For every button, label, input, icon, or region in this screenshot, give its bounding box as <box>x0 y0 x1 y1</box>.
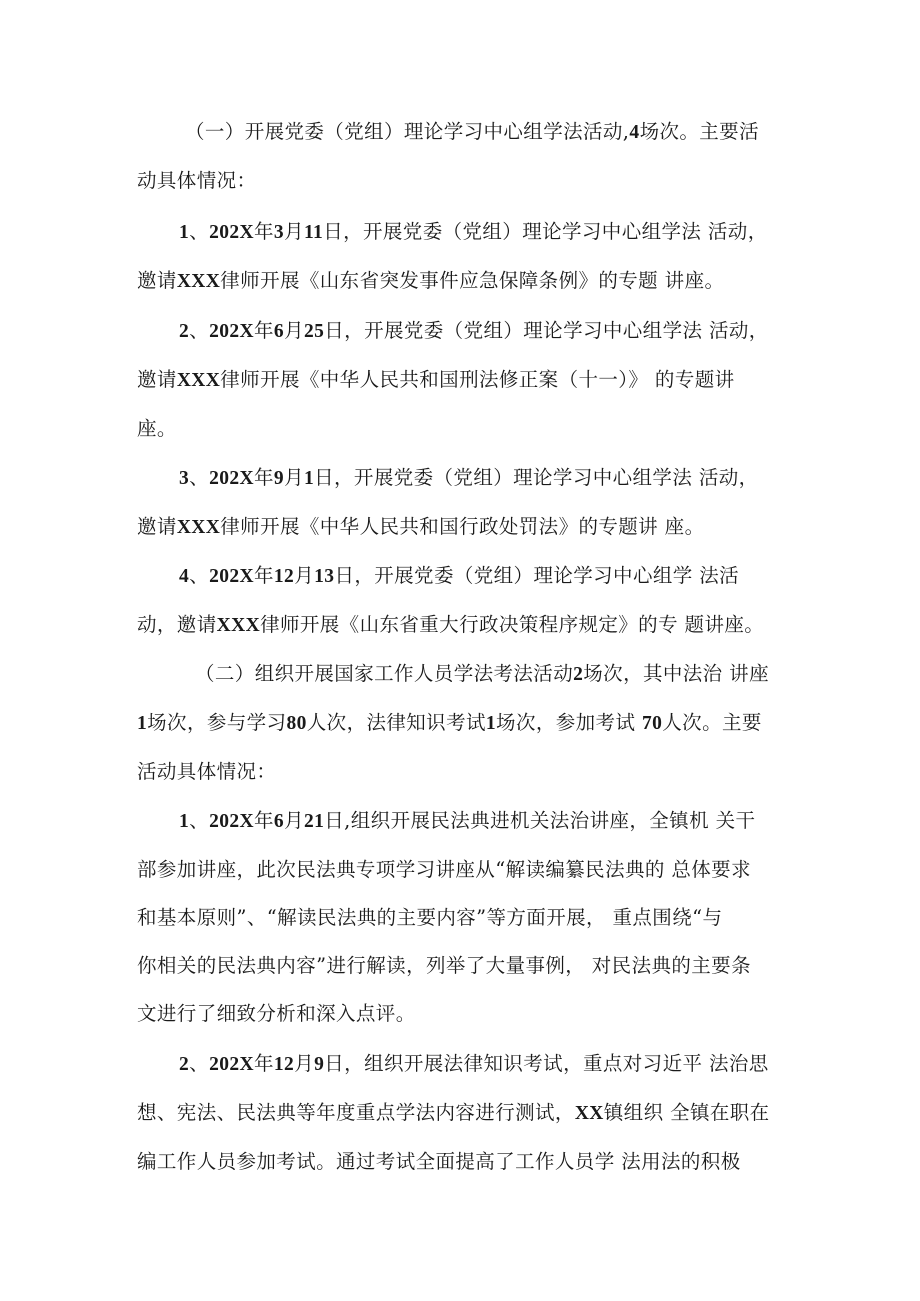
paragraph-section-one-heading <box>137 108 782 205</box>
paragraph-item-1-march <box>137 208 782 306</box>
text-line: 活动具体情况： <box>137 760 277 783</box>
paragraph-item-4-december <box>137 552 782 650</box>
text-line: 文进行了细致分析和深入点评。 <box>137 1002 416 1025</box>
paragraph-section-two-heading <box>137 650 782 796</box>
paragraph-legal-knowledge-exam <box>137 1040 782 1186</box>
paragraph-item-3-september <box>137 454 782 552</box>
text-line: 你相关的民法典内容”进行解读，列举了大量事例， 对民法典的主要条 <box>137 954 751 977</box>
text-line: 动，邀请XXX律师开展《山东省重大行政决策程序规定》的专 题讲座。 <box>137 613 765 636</box>
text-line: 想、宪法、民法典等年度重点学法内容进行测试，XX镇组织 全镇在职在 <box>137 1101 770 1124</box>
text-line: （二）组织开展国家工作人员学法考法活动2场次，其中法治 讲座 <box>195 662 769 685</box>
text-line: 3、202X年9月1日，开展党委（党组）理论学习中心组学法 活动， <box>179 466 759 489</box>
text-line: 和基本原则”、“解读民法典的主要内容”等方面开展， 重点围绕“与 <box>137 906 723 929</box>
text-line: 邀请XXX律师开展《山东省突发事件应急保障条例》的专题 讲座。 <box>137 269 725 292</box>
text-line: 1、202X年3月11日，开展党委（党组）理论学习中心组学法 活动， <box>179 220 768 243</box>
paragraph-item-2-june <box>137 307 782 453</box>
text-line: 部参加讲座，此次民法典专项学习讲座从“解读编纂民法典的 总体要求 <box>137 858 751 881</box>
text-line: （一）开展党委（党组）理论学习中心组学法活动,4场次。主要活 <box>185 120 759 143</box>
text-line: 动具体情况： <box>137 169 257 192</box>
text-line: 2、202X年6月25日，开展党委（党组）理论学习中心组学法 活动， <box>179 319 769 342</box>
text-line: 1场次，参与学习80人次，法律知识考试1场次，参加考试 70人次。主要 <box>137 711 762 734</box>
text-line: 邀请XXX律师开展《中华人民共和国行政处罚法》的专题讲 座。 <box>137 515 705 538</box>
text-line: 座。 <box>137 417 177 440</box>
text-line: 编工作人员参加考试。通过考试全面提高了工作人员学 法用法的积极 <box>137 1150 741 1173</box>
text-line: 2、202X年12月9日，组织开展法律知识考试，重点对习近平 法治思 <box>179 1052 769 1075</box>
text-line: 1、202X年6月21日,组织开展民法典进机关法治讲座，全镇机 关干 <box>179 809 756 832</box>
text-line: 邀请XXX律师开展《中华人民共和国刑法修正案（十一）》 的专题讲 <box>137 368 735 391</box>
paragraph-civil-code-lecture <box>137 797 782 1038</box>
text-line: 4、202X年12月13日，开展党委（党组）理论学习中心组学 法活 <box>179 564 740 587</box>
